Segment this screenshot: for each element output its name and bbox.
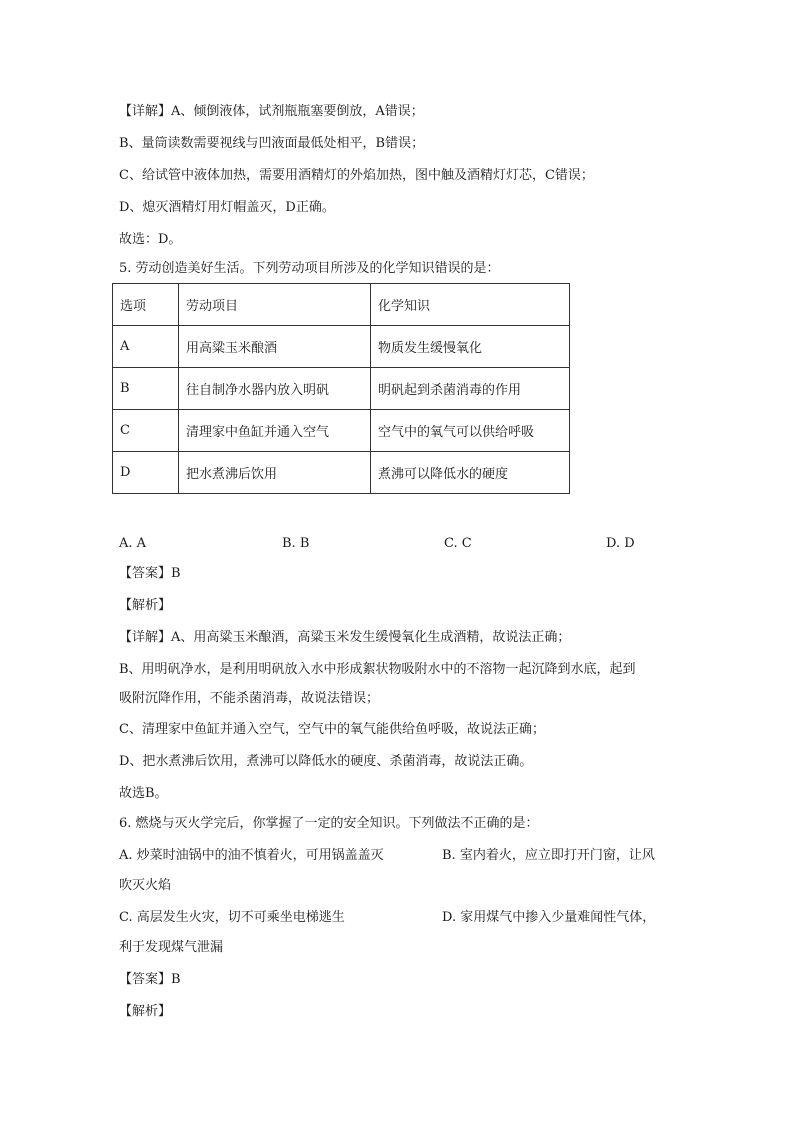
q5-option-c: C. C	[444, 536, 472, 551]
table-row	[113, 368, 570, 410]
table-header-row	[113, 284, 570, 326]
table-cell: 煮沸可以降低水的硬度	[371, 452, 570, 494]
table-cell: 往自制净水器内放入明矾	[179, 368, 371, 410]
q6-question: 6. 燃烧与灭火学完后，你掌握了一定的安全知识。下列做法不正确的是：	[119, 816, 539, 831]
table-header-cell: 化学知识	[371, 284, 570, 326]
table-row	[113, 326, 570, 368]
table-cell: 用高粱玉米酿酒	[179, 326, 371, 368]
q6-option-b: B. 室内着火，应立即打开门窗，让风	[442, 848, 655, 863]
q5-detail-d: D、把水煮沸后饮用，煮沸可以降低水的硬度、杀菌消毒，故说法正确。	[119, 754, 533, 769]
table-cell: B	[113, 368, 179, 410]
q5-table	[112, 283, 570, 494]
table-cell: D	[113, 452, 179, 494]
q5-answer: 【答案】B	[119, 566, 181, 581]
q6-option-b-cont: 吹灭火焰	[119, 878, 172, 893]
q5-detail-a: 【详解】A、用高粱玉米酿酒，高粱玉米发生缓慢氧化生成酒精，故说法正确；	[119, 630, 571, 645]
q5-detail-b-cont: 吸附沉降作用，不能杀菌消毒，故说法错误；	[119, 691, 380, 706]
q6-option-c: C. 高层发生火灾，切不可乘坐电梯逃生	[119, 910, 345, 925]
q6-answer: 【答案】B	[119, 972, 181, 987]
table-cell: C	[113, 410, 179, 452]
q6-analysis-heading: 【解析】	[119, 1004, 172, 1019]
q4-detail-d: D、熄灭酒精灯用灯帽盖灭，D正确。	[119, 200, 335, 215]
table-cell: 空气中的氧气可以供给呼吸	[371, 410, 570, 452]
table-cell: 清理家中鱼缸并通入空气	[179, 410, 371, 452]
table-cell: A	[113, 326, 179, 368]
table-row	[113, 410, 570, 452]
table-header-cell: 劳动项目	[179, 284, 371, 326]
table-cell: 物质发生缓慢氧化	[371, 326, 570, 368]
q5-question: 5. 劳动创造美好生活。下列劳动项目所涉及的化学知识错误的是：	[119, 261, 500, 276]
q5-analysis-heading: 【解析】	[119, 598, 172, 613]
q6-option-d: D. 家用煤气中掺入少量难闻性气体，	[442, 910, 656, 925]
q5-detail-b: B、用明矾净水，是利用明矾放入水中形成絮状物吸附水中的不溶物一起沉降到水底，起到	[119, 662, 636, 677]
table-row	[113, 452, 570, 494]
table-cell: 把水煮沸后饮用	[179, 452, 371, 494]
table-header-cell: 选项	[113, 284, 179, 326]
q5-conclusion: 故选B。	[119, 786, 168, 801]
table-cell: 明矾起到杀菌消毒的作用	[371, 368, 570, 410]
q4-detail-a: 【详解】A、倾倒液体，试剂瓶瓶塞要倒放，A错误；	[119, 104, 424, 119]
q5-option-b: B. B	[282, 536, 310, 551]
q4-detail-b: B、量筒读数需要视线与凹液面最低处相平，B错误；	[119, 136, 425, 151]
q4-conclusion: 故选：D。	[119, 232, 182, 247]
q5-option-d: D. D	[606, 536, 635, 551]
q5-option-a: A. A	[119, 536, 147, 551]
q5-detail-c: C、清理家中鱼缸并通入空气，空气中的氧气能供给鱼呼吸，故说法正确；	[119, 722, 545, 737]
q6-option-a: A. 炒菜时油锅中的油不慎着火，可用锅盖盖灭	[119, 848, 384, 863]
q4-detail-c: C、给试管中液体加热，需要用酒精灯的外焰加热，图中触及酒精灯灯芯，C错误；	[119, 168, 594, 183]
q6-option-d-cont: 利于发现煤气泄漏	[119, 940, 224, 955]
